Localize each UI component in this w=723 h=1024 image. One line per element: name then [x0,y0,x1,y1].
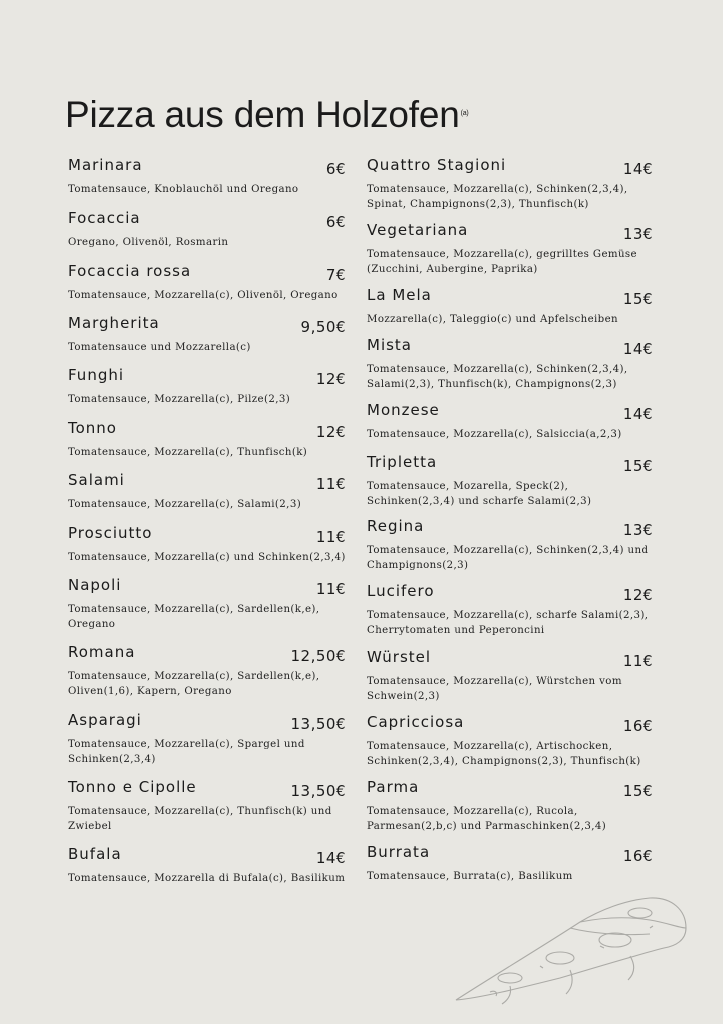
menu-item [68,845,346,886]
item-price: 15€ [622,457,653,475]
item-name: Funghi [68,366,125,384]
item-name: Regina [367,517,425,535]
item-name: Würstel [367,648,432,666]
menu-item [367,286,653,327]
item-name: Tonno e Cipolle [68,778,197,796]
item-price: 13,50€ [290,715,346,733]
menu-item [68,314,346,355]
item-price: 11€ [315,475,346,493]
item-name: Focaccia rossa [68,262,192,280]
item-price: 14€ [622,405,653,423]
item-name: Focaccia [68,209,141,227]
item-description: Tomatensauce, Mozzarella(c), scharfe Salami(2,3), Cherrytomaten und Peperoncini [367,610,649,636]
item-name: Burrata [367,843,431,861]
item-description: Tomatensauce, Knoblauchöl und Oregano [68,184,299,195]
menu-item [68,156,346,197]
item-name: Mista [367,336,412,354]
item-price: 12€ [622,586,653,604]
item-description: Tomatensauce, Mozzarella(c), gegrilltes Gemüse (Zucchini, Aubergine, Paprika) [367,249,637,275]
item-description: Tomatensauce, Mozzarella(c), Rucola, Parmesan(2,b,c) und Parmaschinken(2,3,4) [367,806,607,832]
item-price: 11€ [315,580,346,598]
item-price: 13€ [622,225,653,243]
page-title [65,96,469,133]
item-name: Prosciutto [68,524,153,542]
menu-item [367,648,653,704]
item-description: Tomatensauce, Mozarella, Speck(2), Schinken(2,3,4) und scharfe Salami(2,3) [367,481,592,507]
item-price: 12,50€ [290,647,346,665]
item-name: Asparagi [68,711,142,729]
item-description: Tomatensauce, Mozzarella(c), Schinken(2,3,4), Salami(2,3), Thunfisch(k), Champignons(2,3) [367,364,628,390]
item-price: 9,50€ [300,318,346,336]
item-name: Romana [68,643,136,661]
item-name: Napoli [68,576,122,594]
item-description: Tomatensauce, Mozzarella(c), Sardellen(k,e), Oliven(1,6), Kapern, Oregano [68,671,320,697]
item-price: 16€ [622,717,653,735]
item-description: Tomatensauce, Mozzarella di Bufala(c), Basilikum [68,873,346,884]
item-description: Tomatensauce, Burrata(c), Basilikum [367,871,573,882]
item-description: Tomatensauce, Mozzarella(c), Sardellen(k,e), Oregano [68,604,320,630]
menu-item [68,643,346,699]
item-name: Capricciosa [367,713,465,731]
menu-item [367,843,653,884]
menu-item [68,524,346,565]
menu-item [367,713,653,769]
item-description: Oregano, Olivenöl, Rosmarin [68,237,229,248]
item-name: Quattro Stagioni [367,156,507,174]
item-description: Tomatensauce, Mozzarella(c), Schinken(2,3,4) und Champignons(2,3) [367,545,649,571]
menu-item [367,582,653,638]
item-price: 14€ [622,160,653,178]
item-description: Tomatensauce, Mozzarella(c), Salsiccia(a,2,3) [367,429,622,440]
menu-item [367,517,653,573]
item-description: Tomatensauce, Mozzarella(c), Würstchen vom Schwein(2,3) [367,676,622,702]
item-name: Marinara [68,156,143,174]
menu-item [367,453,653,509]
item-name: Salami [68,471,125,489]
item-price: 16€ [622,847,653,865]
menu-item [68,419,346,460]
item-name: Monzese [367,401,440,419]
menu-item [68,711,346,767]
menu-item [68,366,346,407]
item-price: 13,50€ [290,782,346,800]
item-description: Tomatensauce, Mozzarella(c), Thunfisch(k) und Zwiebel [68,806,332,832]
item-price: 15€ [622,290,653,308]
item-description: Tomatensauce, Mozzarella(c), Pilze(2,3) [68,394,291,405]
page-title-text: Pizza aus dem Holzofen [65,94,460,135]
item-price: 12€ [315,370,346,388]
menu-item [68,778,346,834]
menu-item [367,221,653,277]
menu-item [68,576,346,632]
item-description: Tomatensauce, Mozzarella(c) und Schinken(2,3,4) [68,552,346,563]
title-allergen-note: (a) [460,110,469,117]
item-name: Lucifero [367,582,435,600]
item-description: Tomatensauce, Mozzarella(c), Salami(2,3) [68,499,302,510]
item-name: Bufala [68,845,122,863]
item-description: Tomatensauce, Mozzarella(c), Spargel und Schinken(2,3,4) [68,739,305,765]
item-price: 15€ [622,782,653,800]
menu-item [68,262,346,303]
item-name: Margherita [68,314,160,332]
item-description: Mozzarella(c), Taleggio(c) und Apfelscheiben [367,314,618,325]
menu-item [367,156,653,212]
item-description: Tomatensauce, Mozzarella(c), Olivenöl, Oregano [68,290,338,301]
menu-item [367,778,653,834]
item-name: Parma [367,778,420,796]
item-name: Tonno [68,419,117,437]
item-description: Tomatensauce, Mozzarella(c), Thunfisch(k) [68,447,308,458]
item-price: 12€ [315,423,346,441]
menu-item [68,209,346,250]
menu-item [367,336,653,392]
pizza-slice-illustration [450,888,695,1008]
menu-item [367,401,653,442]
item-price: 14€ [622,340,653,358]
item-name: Tripletta [367,453,438,471]
item-description: Tomatensauce und Mozzarella(c) [68,342,251,353]
item-price: 11€ [315,528,346,546]
item-price: 11€ [622,652,653,670]
item-price: 6€ [325,213,346,231]
item-price: 14€ [315,849,346,867]
item-price: 6€ [325,160,346,178]
item-price: 7€ [325,266,346,284]
item-name: La Mela [367,286,432,304]
item-price: 13€ [622,521,653,539]
item-name: Vegetariana [367,221,469,239]
item-description: Tomatensauce, Mozzarella(c), Schinken(2,3,4), Spinat, Champignons(2,3), Thunfisch(k) [367,184,628,210]
item-description: Tomatensauce, Mozzarella(c), Artischocken, Schinken(2,3,4), Champignons(2,3), Thunfisch(k) [367,741,641,767]
menu-item [68,471,346,512]
